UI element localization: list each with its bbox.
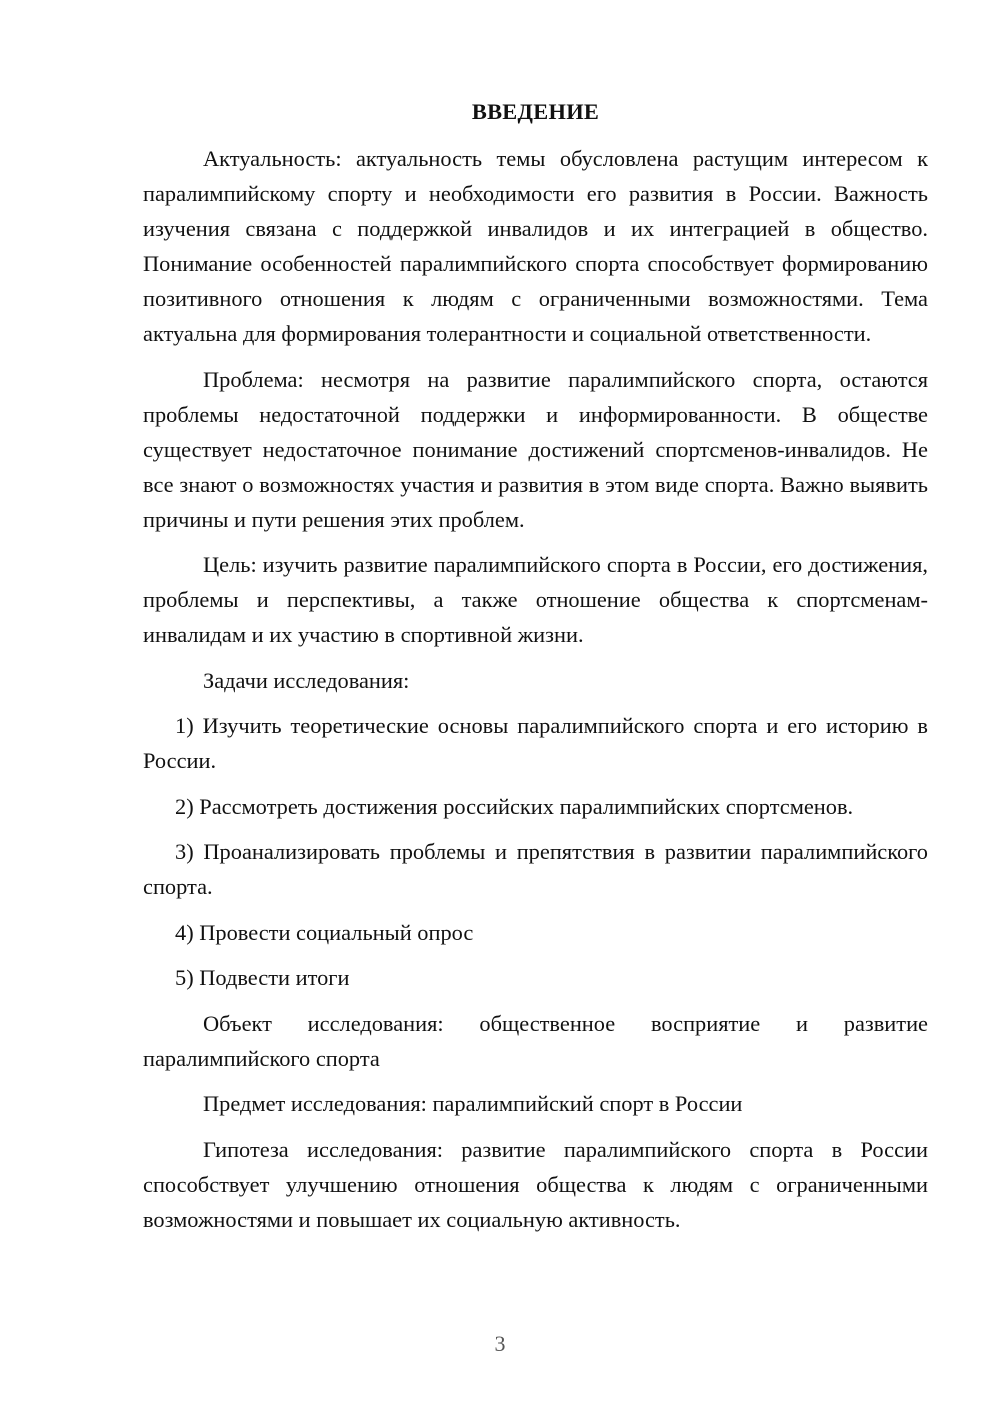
goal-paragraph: Цель: изучить развитие паралимпийского спорта в России, его достижения, проблемы и перспективы, а также отношение общества к спортсменам-инвалидам и их участию в спортивной жизни. <box>143 552 928 647</box>
tasks-heading: Задачи исследования: <box>203 667 410 693</box>
section-title: ВВЕДЕНИЕ <box>471 99 600 124</box>
page-number: 3 <box>494 1331 506 1356</box>
problem-paragraph: Проблема: несмотря на развитие паралимпийского спорта, остаются проблемы недостаточной поддержки и информированности. В обществе существует недостаточное понимание достижений спортсменов-инвалидов. Не все знают о возможностях участия и развития в этом виде спорта. Важно выявить причины и пути решения этих проблем. <box>143 366 928 532</box>
task-item-1: 1) Изучить теоретические основы паралимпийского спорта и его историю в России. <box>143 713 928 773</box>
relevance-paragraph: Актуальность: актуальность темы обусловлена растущим интересом к паралимпийскому спорту и необходимости его развития в России. Важность изучения связана с поддержкой инвалидов и их интеграцией в общество. Понимание особенностей паралимпийского спорта способствует формированию позитивного отношения к людям с ограниченными возможностями. Тема актуальна для формирования толерантности и социальной ответственности. <box>143 146 928 346</box>
research-subject-paragraph: Предмет исследования: паралимпийский спорт в России <box>203 1091 743 1116</box>
document-page <box>143 94 928 1237</box>
research-object-paragraph: Объект исследования: общественное восприятие и развитие паралимпийского спорта <box>143 1010 928 1071</box>
task-item-5: 5) Подвести итоги <box>175 965 350 990</box>
task-item-2: 2) Рассмотреть достижения российских паралимпийских спортсменов. <box>175 793 854 819</box>
task-item-3: 3) Проанализировать проблемы и препятствия в развитии паралимпийского спорта. <box>143 839 928 899</box>
hypothesis-paragraph: Гипотеза исследования: развитие паралимпийского спорта в России способствует улучшению отношения общества к людям с ограниченными возможностями и повышает их социальную активность. <box>143 1136 928 1232</box>
task-item-4: 4) Провести социальный опрос <box>175 919 474 945</box>
